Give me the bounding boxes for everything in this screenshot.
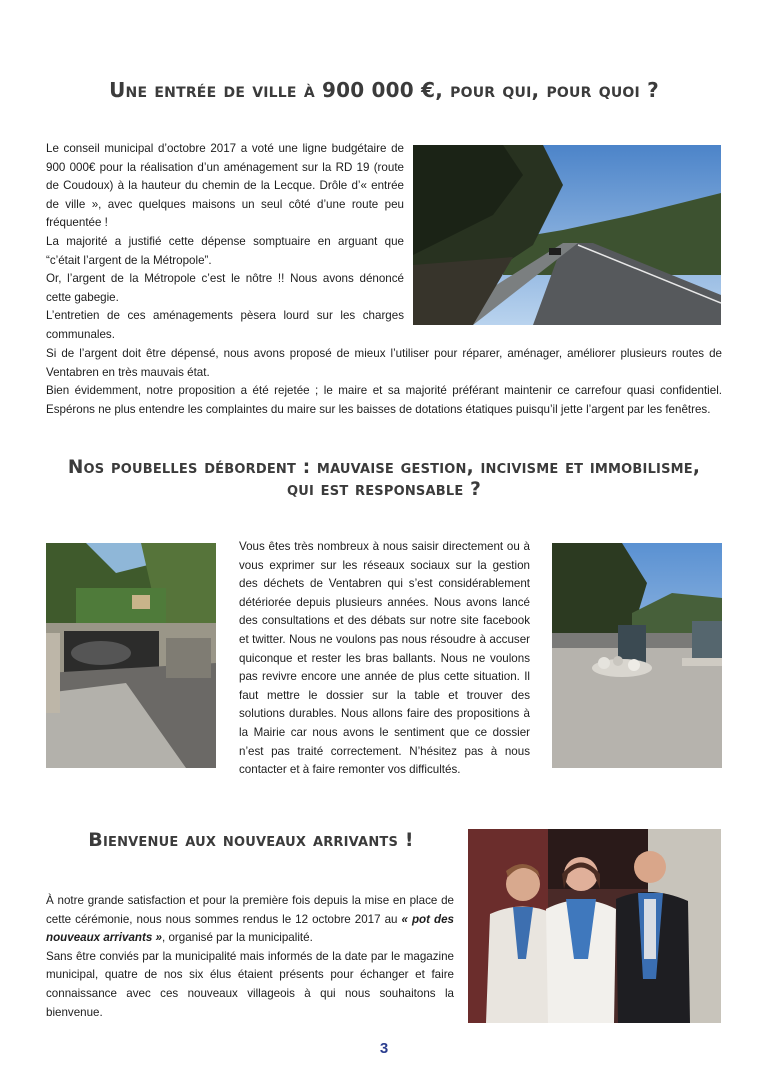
section3-text — [46, 892, 454, 1022]
section3-p1-before: À notre grande satisfaction et pour la première fois depuis la mise en place de cette cérémonie, nous nous sommes rendus le 12 octobre 2017 au — [46, 894, 454, 926]
section1-text-bottom — [46, 345, 722, 419]
section3-p1-after: , organisé par la municipalité. — [162, 931, 313, 945]
section3-p1-emphasis: « pot des nouveaux arrivants » — [46, 912, 454, 945]
overflowing-bins-photo — [46, 543, 216, 768]
section1-paragraph-1: Le conseil municipal d’octobre 2017 a voté une ligne budgétaire de 900 000€ pour la réalisation d’un aménagement sur la RD 19 (route de Coudoux) à la hauteur du chemin de la Lecque. Drôle d’« entrée de ville », avec quelques maisons un seul côté d’une route peu fréquentée ! — [46, 142, 404, 230]
section1-paragraph-4: L’entretien de ces aménagements pèsera lourd sur les charges communales. — [46, 309, 404, 341]
section3-paragraph-2: Sans être conviés par la municipalité mais informés de la date par le magazine municipal, quatre de nos six élus étaient présents pour échanger et faire connaissance avec ces nouveaux villageois à qui nous souhaitons la bienvenue. — [46, 949, 454, 1019]
section2-title-line1: Nos poubelles débordent : mauvaise gestion, incivisme et immobilisme, — [67, 457, 701, 478]
elected-officials-photo — [468, 829, 721, 1023]
section1-text-top — [46, 140, 404, 345]
section3-paragraph-1 — [46, 892, 454, 948]
road-photo — [413, 145, 721, 325]
section1-paragraph-6: Bien évidemment, notre proposition a été rejetée ; le maire et sa majorité préférant maintenir ce carrefour quasi confidentiel. Espérons ne plus entendre les complaintes du maire sur les baisses de dotations étatiques puisqu’il jette l’argent par les fenêtres. — [46, 384, 722, 416]
section2-title-line2: qui est responsable ? — [286, 479, 482, 500]
page-number: 3 — [379, 1040, 389, 1057]
section3-title: Bienvenue aux nouveaux arrivants ! — [88, 829, 414, 851]
section1-paragraph-5: Si de l’argent doit être dépensé, nous avons proposé de mieux l’utiliser pour réparer, aménager, améliorer plusieurs routes de Ventabren en très mauvais état. — [46, 347, 722, 379]
section2-body: Vous êtes très nombreux à nous saisir directement ou à vous exprimer sur les réseaux sociaux sur la gestion des déchets de Ventabren qui s’est considérablement détériorée depuis plusieurs années. Nous avons lancé des consultations et des débats sur notre site facebook et twitter. Nous ne voulons pas nous résoudre à accuser quiconque et rester les bras ballants. Nous ne voulons pas revivre encore une année de plus cette situation. Il faut mettre le dossier sur la table et trouver des solutions durables. Nous allons faire des propositions à la Mairie car nous avons le sentiment que ce dossier n’est pas traité correctement. N’hésitez pas à nous contacter et à faire remonter vos difficultés. — [239, 540, 530, 777]
waste-site-photo — [552, 543, 722, 768]
section1-paragraph-3: Or, l’argent de la Métropole c’est le nôtre !! Nous avons dénoncé cette gabegie. — [46, 272, 404, 304]
section1-title: Une entrée de ville à 900 000 €, pour qui, pour quoi ? — [109, 78, 659, 102]
section1-paragraph-2: La majorité a justifié cette dépense somptuaire en arguant que “c’était l’argent de la Métropole”. — [46, 234, 404, 267]
